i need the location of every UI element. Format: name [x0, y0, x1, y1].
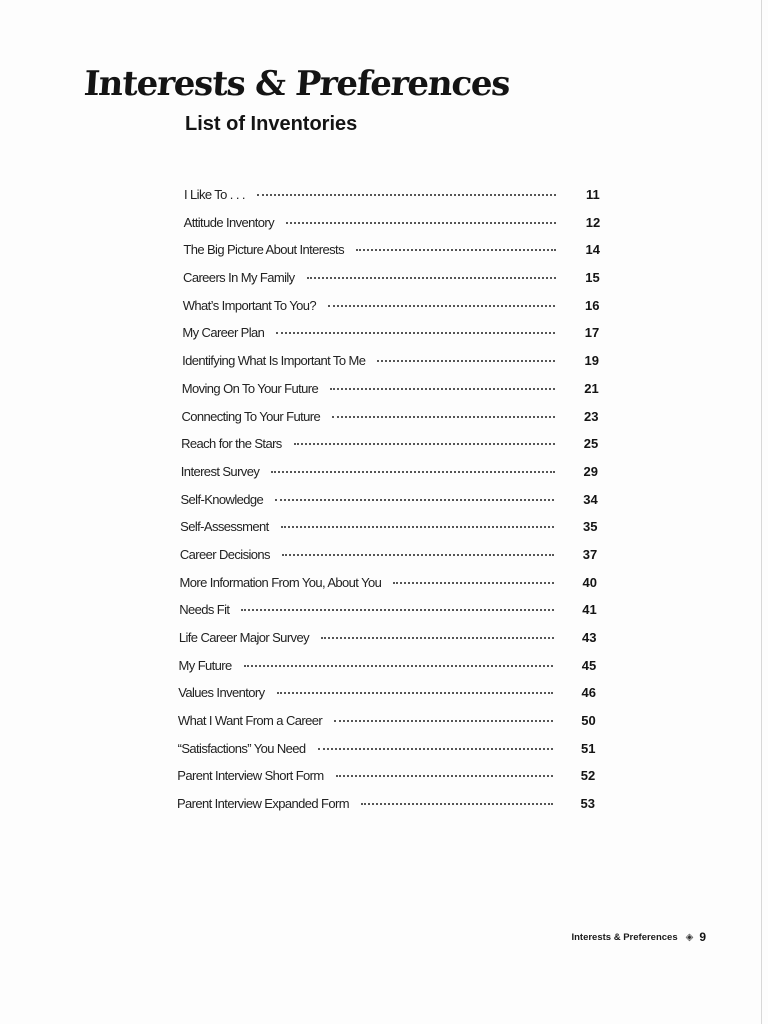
toc-entry	[0, 575, 768, 603]
toc-entry-title: What I Want From a Career	[177, 713, 323, 729]
toc-entry	[0, 741, 768, 769]
toc-entry	[0, 630, 768, 658]
toc-entry-page-number: 51	[581, 740, 596, 756]
page-subtitle: List of Inventories	[185, 113, 358, 135]
toc-dot-leader	[356, 249, 556, 251]
toc-dot-leader	[321, 637, 554, 639]
toc-entry	[0, 464, 768, 492]
toc-entry-page-number: 50	[581, 713, 596, 729]
toc-entry-title: More Information From You, About You	[179, 574, 382, 590]
toc-entry-title: Needs Fit	[179, 602, 230, 618]
footer-page-number: 9	[699, 930, 706, 944]
toc-dot-leader	[281, 526, 555, 528]
page-title: Interests & Preferences	[82, 64, 511, 104]
toc-entry	[0, 353, 768, 381]
toc-entry-title: Careers In My Family	[183, 270, 295, 286]
toc-dot-leader	[244, 665, 554, 667]
toc-entry-page-number: 19	[584, 353, 599, 369]
toc-dot-leader	[257, 194, 556, 196]
toc-entry-title: Moving On To Your Future	[181, 380, 319, 396]
toc-entry-page-number: 21	[584, 380, 599, 396]
toc-entry-page-number: 12	[585, 214, 601, 230]
toc-entry-page-number: 34	[583, 491, 598, 507]
toc-entry-page-number: 16	[585, 297, 600, 313]
toc-dot-leader	[294, 443, 555, 445]
toc-entry-title: Life Career Major Survey	[178, 630, 309, 645]
toc-dot-leader	[282, 554, 554, 556]
toc-entry	[0, 325, 768, 353]
toc-entry	[0, 298, 768, 326]
toc-dot-leader	[241, 609, 553, 611]
toc-entry-title: My Career Plan	[182, 325, 265, 341]
toc-entry-page-number: 14	[585, 242, 600, 258]
toc-entry-title: Interest Survey	[180, 463, 260, 479]
toc-dot-leader	[336, 775, 553, 777]
toc-entry	[0, 436, 768, 464]
toc-entry-page-number: 35	[583, 519, 598, 535]
toc-dot-leader	[361, 803, 553, 805]
toc-entry-title: The Big Picture About Interests	[183, 242, 344, 258]
toc-dot-leader	[328, 305, 555, 307]
toc-entry-title: Parent Interview Expanded Form	[176, 796, 349, 812]
toc-entry-title: “Satisfactions” You Need	[177, 740, 306, 756]
toc-entry	[0, 270, 768, 298]
toc-entry-page-number: 40	[582, 574, 597, 590]
toc-entry-page-number: 37	[582, 546, 598, 562]
toc-entry	[0, 215, 768, 243]
toc-dot-leader	[277, 692, 554, 694]
toc-entry-title: My Future	[178, 657, 232, 673]
toc-dot-leader	[275, 499, 554, 501]
toc-entry-page-number: 45	[581, 657, 597, 673]
toc-entry	[0, 713, 768, 741]
diamond-icon: ◈	[685, 931, 694, 943]
toc-entry-title: Connecting To Your Future	[181, 408, 321, 424]
toc-entry	[0, 768, 768, 796]
toc-entry-title: I Like To . . .	[184, 187, 245, 202]
toc-dot-leader	[318, 748, 553, 750]
toc-entry-page-number: 46	[581, 685, 596, 701]
toc-dot-leader	[334, 720, 553, 722]
toc-entry	[0, 658, 768, 686]
toc-entry-page-number: 15	[585, 270, 600, 286]
toc-entry	[0, 685, 768, 713]
toc-entry-page-number: 23	[584, 408, 599, 424]
toc-entry	[0, 602, 768, 630]
toc-entry	[0, 242, 768, 270]
toc-entry-page-number: 17	[584, 325, 600, 341]
toc-entry-title: Self-Assessment	[180, 519, 269, 535]
toc-dot-leader	[276, 332, 555, 334]
toc-entry	[0, 492, 768, 520]
toc-dot-leader	[286, 222, 556, 224]
toc-entry-title: Career Decisions	[179, 546, 270, 562]
toc-entry-title: Values Inventory	[178, 685, 265, 701]
toc-entry-page-number: 11	[586, 187, 600, 202]
table-of-contents	[0, 187, 768, 824]
toc-entry-page-number: 53	[580, 796, 595, 812]
toc-dot-leader	[377, 360, 555, 362]
toc-dot-leader	[271, 471, 554, 473]
toc-entry	[0, 796, 768, 824]
toc-dot-leader	[393, 582, 554, 584]
toc-entry-page-number: 41	[582, 602, 597, 618]
toc-entry-title: Reach for the Stars	[181, 436, 282, 452]
toc-dot-leader	[307, 277, 556, 279]
toc-entry	[0, 409, 768, 437]
toc-entry-title: Self-Knowledge	[180, 491, 264, 507]
toc-entry-page-number: 52	[580, 768, 596, 784]
footer-section-label: Interests & Preferences	[571, 931, 678, 943]
toc-entry	[0, 187, 768, 215]
toc-dot-leader	[332, 416, 555, 418]
page-footer	[571, 930, 706, 944]
toc-entry-page-number: 25	[583, 436, 599, 452]
toc-entry-page-number: 43	[582, 630, 597, 645]
toc-entry-title: Identifying What Is Important To Me	[182, 353, 366, 369]
toc-entry-title: Parent Interview Short Form	[177, 768, 324, 784]
toc-entry-title: Attitude Inventory	[183, 214, 275, 230]
toc-entry-title: What’s Important To You?	[182, 297, 316, 313]
toc-entry	[0, 381, 768, 409]
toc-entry-page-number: 29	[583, 463, 598, 479]
toc-dot-leader	[330, 388, 555, 390]
toc-entry	[0, 519, 768, 547]
toc-entry	[0, 547, 768, 575]
